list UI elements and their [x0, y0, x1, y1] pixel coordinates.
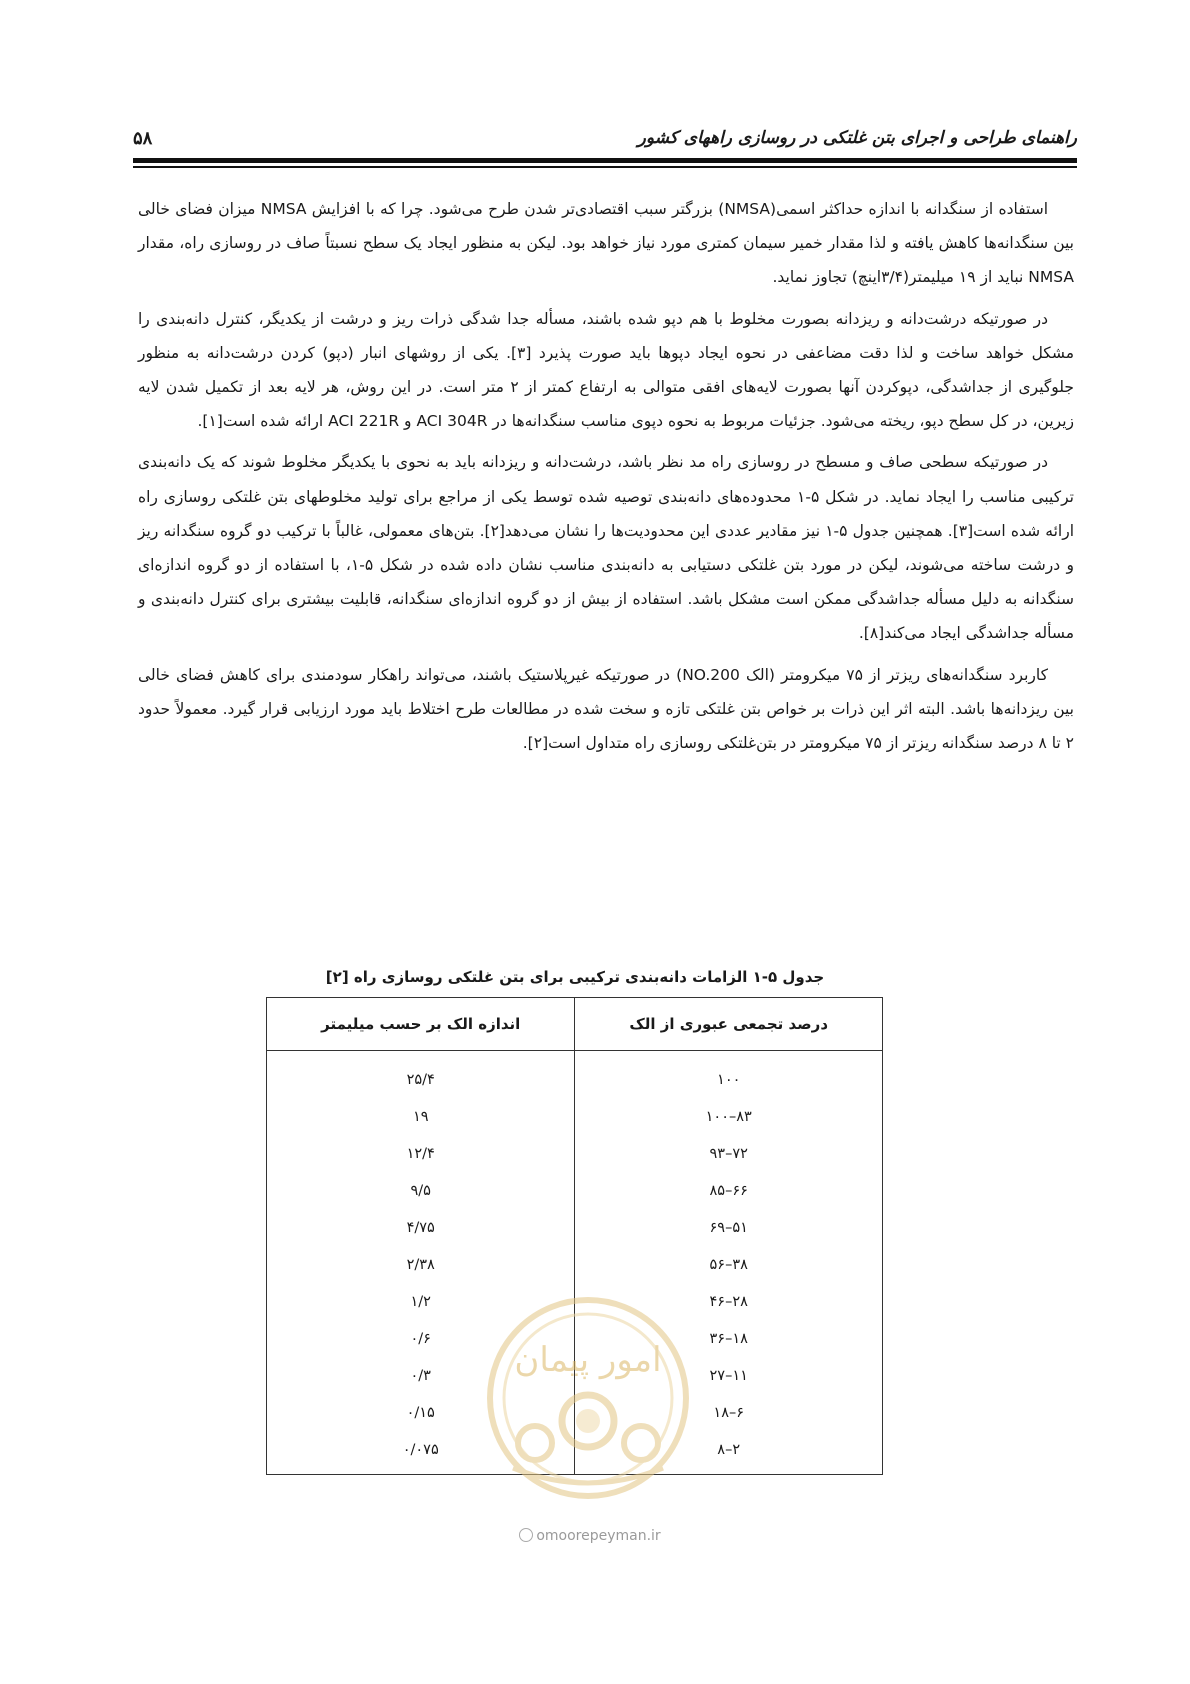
table-row: [267, 1098, 883, 1135]
cell-passing-percent: ۷۲–۹۳: [575, 1135, 883, 1172]
cell-sieve-size: ۰/۶: [267, 1320, 575, 1357]
cell-passing-percent: ۲–۸: [575, 1431, 883, 1475]
header-title: راهنمای طراحی و اجرای بتن غلتکی در روسازی راههای کشور: [637, 128, 1077, 148]
cell-sieve-size: ۲۵/۴: [267, 1051, 575, 1099]
cell-passing-percent: ۱۰۰: [575, 1051, 883, 1099]
header-rule-thin: [133, 166, 1077, 168]
table-row: [267, 1051, 883, 1099]
cell-passing-percent: ۸۳–۱۰۰: [575, 1098, 883, 1135]
page-header: [133, 128, 1077, 152]
paragraph: در صورتیکه سطحی صاف و مسطح در روسازی راه مد نظر باشد، درشت‌دانه و ریزدانه باید به نحوی با یکدیگر مخلوط شوند که یک دانه‌بندی ترکیبی مناسب را ایجاد نماید. در شکل ۵-۱ محدوده‌های دانه‌بندی توصیه شده توسط یکی از مراجع برای تولید مخلوطهای بتن غلتکی روسازی راه ارائه شده است[۳]. همچنین جدول ۵-۱ نیز مقادیر عددی این محدودیت‌ها را نشان می‌دهد[۲]. بتن‌های معمولی، غالباً با ترکیب دو گروه سنگدانه ریز و درشت ساخته می‌شوند، لیکن در مورد بتن غلتکی دستیابی به دانه‌بندی مناسب نشان داده شده در شکل ۵-۱، با استفاده از دو گروه اندازه‌ای سنگدانه به دلیل مسأله جداشدگی ممکن است مشکل باشد. استفاده از بیش از دو گروه اندازه‌ای سنگدانه، قابلیت بیشتری برای کنترل دانه‌بندی و مسأله جداشدگی ایجاد می‌کند[۸].: [138, 453, 1074, 643]
cell-sieve-size: ۰/۳: [267, 1357, 575, 1394]
cell-passing-percent: ۵۱–۶۹: [575, 1209, 883, 1246]
at-icon: [519, 1528, 533, 1542]
table-row: [267, 1172, 883, 1209]
cell-passing-percent: ۶–۱۸: [575, 1394, 883, 1431]
cell-passing-percent: ۳۸–۵۶: [575, 1246, 883, 1283]
body-text: [138, 192, 1074, 767]
table-row: [267, 1135, 883, 1172]
cell-sieve-size: ۱۹: [267, 1098, 575, 1135]
table-caption: جدول ۵-۱ الزامات دانه‌بندی ترکیبی برای بتن غلتکی روسازی راه [۲]: [325, 968, 825, 986]
cell-sieve-size: ۰/۱۵: [267, 1394, 575, 1431]
header-cell-passing: درصد تجمعی عبوری از الک: [575, 998, 883, 1051]
paragraph: کاربرد سنگدانه‌های ریزتر از ۷۵ میکرومتر (الک NO.200) در صورتیکه غیرپلاستیک باشند، می‌تواند راهکار سودمندی برای کاهش فضای خالی بین ریزدانه‌ها باشد. البته اثر این ذرات بر خواص بتن غلتکی تازه و سخت شده در مطالعات طرح اختلاط باید مورد ارزیابی قرار گیرد. معمولاً حدود ۲ تا ۸ درصد سنگدانه ریزتر از ۷۵ میکرومتر در بتن‌غلتکی روسازی راه متداول است[۲].: [138, 665, 1074, 753]
cell-sieve-size: ۴/۷۵: [267, 1209, 575, 1246]
table-header-row: [267, 998, 883, 1051]
cell-sieve-size: ۱/۲: [267, 1283, 575, 1320]
header-cell-sieve-size: اندازه الک بر حسب میلیمتر: [267, 998, 575, 1051]
cell-passing-percent: ۱۱–۲۷: [575, 1357, 883, 1394]
watermark-seal-icon: [483, 1293, 693, 1503]
footer-site-link[interactable]: [470, 1528, 710, 1544]
cell-sieve-size: ۲/۳۸: [267, 1246, 575, 1283]
cell-sieve-size: ۹/۵: [267, 1172, 575, 1209]
page-number: ۵۸: [133, 128, 153, 149]
header-rule-thick: [133, 158, 1077, 163]
paragraph: در صورتیکه درشت‌دانه و ریزدانه بصورت مخلوط با هم دپو شده باشند، مسأله جدا شدگی ذرات ریز و درشت از یکدیگر، کنترل دانه‌بندی را مشکل خواهد ساخت و لذا دقت مضاعفی در نحوه ایجاد دپوها باید صورت پذیرد [۳]. یکی از روشهای انبار (دپو) کردن درشت‌دانه به منظور جلوگیری از جداشدگی، دپوکردن آنها بصورت لایه‌های افقی متوالی به ارتفاع کمتر از ۲ متر است. در این روش، هر لایه بعد از تکمیل شدن لایه زیرین، در کل سطح دپو، ریخته می‌شود. جزئیات مربوط به نحوه دپوی مناسب سنگدانه‌ها در ACI 304R و ACI 221R ارائه شده است[۱].: [138, 309, 1074, 431]
cell-passing-percent: ۶۶–۸۵: [575, 1172, 883, 1209]
paragraph: استفاده از سنگدانه با اندازه حداکثر اسمی(NMSA) بزرگتر سبب اقتصادی‌تر شدن طرح می‌شود. چرا که با افزایش NMSA میزان فضای خالی بین سنگدانه‌ها کاهش یافته و لذا مقدار خمیر سیمان کمتری مورد نیاز خواهد بود. لیکن به منظور ایجاد یک سطح نسبتاً صاف در روسازی راه، مقدار NMSA نباید از ۱۹ میلیمتر(۳/۴اینچ) تجاوز نماید.: [138, 200, 1074, 287]
watermark-text: امور پیمان: [514, 1340, 662, 1380]
cell-passing-percent: ۲۸–۴۶: [575, 1283, 883, 1320]
cell-sieve-size: ۱۲/۴: [267, 1135, 575, 1172]
table-row: [267, 1246, 883, 1283]
cell-sieve-size: ۰/۰۷۵: [267, 1431, 575, 1475]
footer-site-text: omoorepeyman.ir: [536, 1528, 661, 1544]
cell-passing-percent: ۱۸–۳۶: [575, 1320, 883, 1357]
table-row: [267, 1209, 883, 1246]
